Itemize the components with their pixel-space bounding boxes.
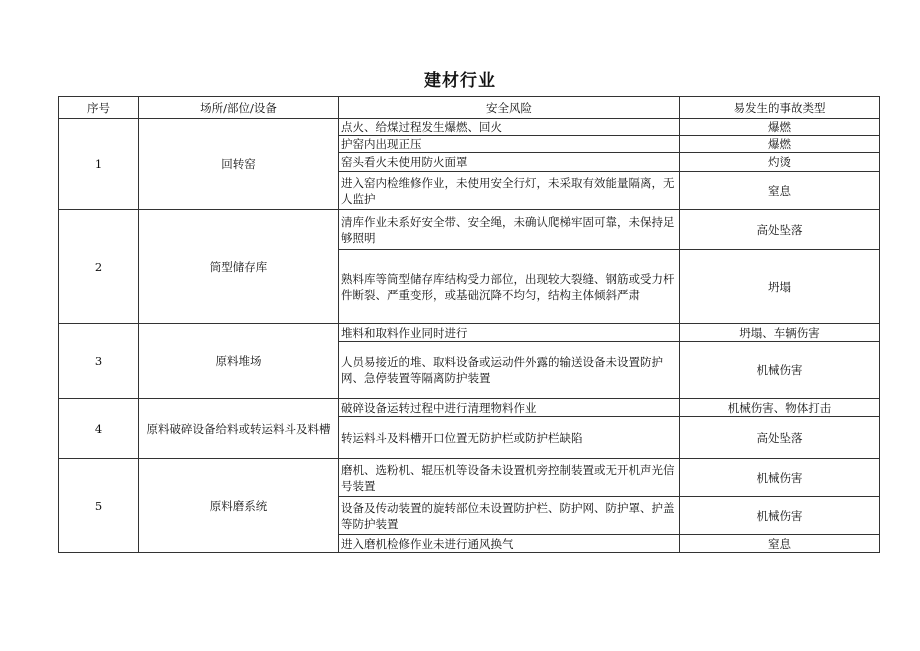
accident-cell: 灼烫 <box>680 153 880 172</box>
row-number: 3 <box>59 324 139 399</box>
table-row <box>59 324 880 342</box>
header-no: 序号 <box>59 97 139 119</box>
risk-cell: 护窑内出现正压 <box>339 136 680 153</box>
risk-cell: 设备及传动装置的旋转部位未设置防护栏、防护网、防护罩、护盖等防护装置 <box>339 497 680 535</box>
page-title: 建材行业 <box>424 71 496 91</box>
risk-cell: 人员易接近的堆、取料设备或运动件外露的输送设备未设置防护网、急停装置等隔离防护装置 <box>339 342 680 399</box>
accident-cell: 机械伤害、物体打击 <box>680 399 880 417</box>
table-header-row <box>59 97 880 119</box>
accident-cell: 机械伤害 <box>680 342 880 399</box>
risk-cell: 堆料和取料作业同时进行 <box>339 324 680 342</box>
table-row <box>59 459 880 497</box>
place-cell: 原料堆场 <box>139 324 339 399</box>
row-number: 2 <box>59 210 139 324</box>
header-accident: 易发生的事故类型 <box>680 97 880 119</box>
risk-table <box>58 96 880 553</box>
header-place: 场所/部位/设备 <box>139 97 339 119</box>
risk-cell: 进入窑内检维修作业，未使用安全行灯，未采取有效能量隔离，无人监护 <box>339 172 680 210</box>
accident-cell: 窒息 <box>680 172 880 210</box>
table-row <box>59 119 880 136</box>
risk-cell: 进入磨机检修作业未进行通风换气 <box>339 535 680 553</box>
table-row <box>59 399 880 417</box>
risk-cell: 熟料库等筒型储存库结构受力部位，出现较大裂缝、钢筋或受力杆件断裂、严重变形，或基础沉降不均匀，结构主体倾斜严肃 <box>339 250 680 324</box>
place-cell: 筒型储存库 <box>139 210 339 324</box>
accident-cell: 窒息 <box>680 535 880 553</box>
accident-cell: 机械伤害 <box>680 497 880 535</box>
accident-cell: 爆燃 <box>680 119 880 136</box>
place-cell: 回转窑 <box>139 119 339 210</box>
risk-cell: 磨机、选粉机、辊压机等设备未设置机旁控制装置或无开机声光信号装置 <box>339 459 680 497</box>
table-row <box>59 210 880 250</box>
accident-cell: 坍塌 <box>680 250 880 324</box>
risk-cell: 转运料斗及料槽开口位置无防护栏或防护栏缺陷 <box>339 417 680 459</box>
accident-cell: 坍塌、车辆伤害 <box>680 324 880 342</box>
row-number: 1 <box>59 119 139 210</box>
accident-cell: 机械伤害 <box>680 459 880 497</box>
risk-cell: 窑头看火未使用防火面罩 <box>339 153 680 172</box>
risk-cell: 点火、给煤过程发生爆燃、回火 <box>339 119 680 136</box>
risk-cell: 清库作业未系好安全带、安全绳，未确认爬梯牢固可靠，未保持足够照明 <box>339 210 680 250</box>
risk-cell: 破碎设备运转过程中进行清理物料作业 <box>339 399 680 417</box>
accident-cell: 爆燃 <box>680 136 880 153</box>
row-number: 4 <box>59 399 139 459</box>
header-risk: 安全风险 <box>339 97 680 119</box>
place-cell: 原料磨系统 <box>139 459 339 553</box>
accident-cell: 高处坠落 <box>680 417 880 459</box>
row-number: 5 <box>59 459 139 553</box>
accident-cell: 高处坠落 <box>680 210 880 250</box>
place-cell: 原料破碎设备给料或转运料斗及料槽 <box>139 399 339 459</box>
